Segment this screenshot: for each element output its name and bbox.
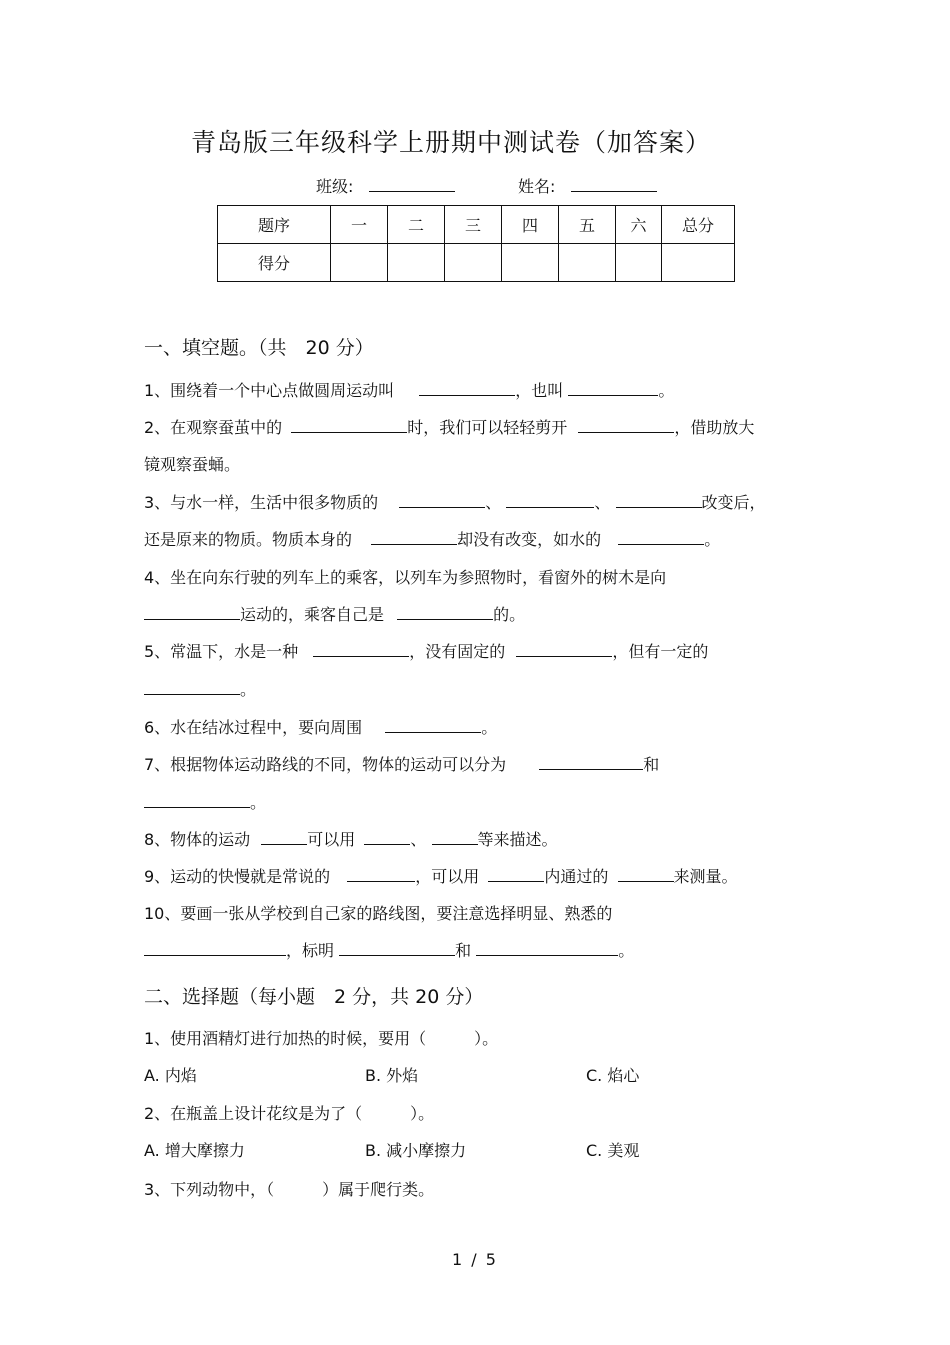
answer-blank <box>618 529 704 545</box>
document-title: 青岛版三年级科学上册期中测试卷（加答案） <box>190 128 711 157</box>
question-5-cont <box>144 677 256 700</box>
question-text: ，可以用 <box>415 867 480 886</box>
page-number: 1 / 5 <box>452 1250 498 1269</box>
question-text: 。 <box>704 530 721 549</box>
answer-blank <box>364 829 410 845</box>
score-table-score-row <box>218 244 735 282</box>
answer-blank <box>261 829 307 845</box>
question-4: 4、坐在向东行驶的列车上的乘客，以列车为参照物时，看窗外的树木是向 <box>144 568 667 587</box>
question-text: ，标明 <box>286 941 335 960</box>
question-text: 1、围绕着一个中心点做圆周运动叫 <box>144 381 395 400</box>
answer-blank <box>371 529 457 545</box>
mc-option-a: A. 内焰 <box>144 1066 197 1085</box>
question-text: ，借助放大 <box>674 418 755 437</box>
answer-blank <box>506 492 594 508</box>
answer-blank <box>385 717 481 733</box>
mc-option-a: A. 增大摩擦力 <box>144 1141 245 1160</box>
answer-blank <box>347 866 415 882</box>
question-text: 却没有改变，如水的 <box>457 530 602 549</box>
question-text: 等来描述。 <box>477 830 558 849</box>
answer-blank <box>397 604 493 620</box>
question-text: 改变后， <box>701 493 766 512</box>
question-10-cont <box>144 938 634 961</box>
score-table-header-row <box>218 206 735 244</box>
mc-question-2: 2、在瓶盖上设计花纹是为了（ ）。 <box>144 1104 435 1123</box>
mc-option-b: B. 外焰 <box>365 1066 419 1085</box>
question-text: ，没有固定的 <box>409 642 506 661</box>
question-7 <box>144 752 659 775</box>
answer-blank <box>399 492 485 508</box>
score-header-cell: 五 <box>559 206 616 244</box>
mc-option-b: B. 减小摩擦力 <box>365 1141 467 1160</box>
score-header-cell: 六 <box>616 206 662 244</box>
score-header-cell: 三 <box>445 206 502 244</box>
answer-blank <box>578 417 674 433</box>
section1-heading: 一、填空题。（共 20 分） <box>144 337 374 359</box>
answer-blank <box>516 641 612 657</box>
question-text: 7、根据物体运动路线的不同，物体的运动可以分为 <box>144 755 507 774</box>
question-text: 可以用 <box>307 830 356 849</box>
question-2-cont: 镜观察蚕蛹。 <box>144 455 241 474</box>
answer-blank <box>291 417 407 433</box>
question-9 <box>144 864 738 887</box>
answer-blank <box>339 940 455 956</box>
score-cell <box>559 244 616 282</box>
score-cell <box>502 244 559 282</box>
score-cell <box>388 244 445 282</box>
question-3 <box>144 490 766 513</box>
answer-blank <box>476 940 618 956</box>
question-text: 、 <box>410 830 427 849</box>
score-cell <box>331 244 388 282</box>
question-text: 和 <box>455 941 472 960</box>
question-text: 。 <box>240 680 257 699</box>
score-row-label: 得分 <box>218 244 331 282</box>
score-cell <box>662 244 735 282</box>
answer-blank <box>419 380 515 396</box>
question-text: 8、物体的运动 <box>144 830 251 849</box>
mc-question-3: 3、下列动物中，（ ）属于爬行类。 <box>144 1180 435 1199</box>
class-label: 班级: <box>316 177 354 196</box>
question-text: 来测量。 <box>673 867 738 886</box>
question-text: 3、与水一样，生活中很多物质的 <box>144 493 379 512</box>
section2-heading: 二、选择题（每小题 2 分，共 20 分） <box>144 986 484 1008</box>
question-8 <box>144 827 558 850</box>
question-text: 的。 <box>493 605 526 624</box>
answer-blank <box>568 380 658 396</box>
score-cell <box>445 244 502 282</box>
answer-blank <box>618 866 674 882</box>
score-header-cell: 一 <box>331 206 388 244</box>
answer-blank <box>144 604 240 620</box>
mc-question-1: 1、使用酒精灯进行加热的时候，要用（ ）。 <box>144 1029 499 1048</box>
question-text: ，也叫 <box>515 381 564 400</box>
question-text: 时，我们可以轻轻剪开 <box>407 418 568 437</box>
question-text: 运动的，乘客自己是 <box>240 605 385 624</box>
name-label: 姓名: <box>518 177 556 196</box>
answer-blank <box>144 679 240 695</box>
question-text: 、 <box>485 493 502 512</box>
score-cell <box>616 244 662 282</box>
question-1 <box>144 378 674 401</box>
question-text: 5、常温下，水是一种 <box>144 642 299 661</box>
class-blank <box>369 176 455 192</box>
question-text: 还是原来的物质。物质本身的 <box>144 530 353 549</box>
question-6 <box>144 715 497 738</box>
score-header-cell: 题序 <box>218 206 331 244</box>
question-text: 、 <box>594 493 611 512</box>
question-7-cont <box>144 790 266 813</box>
question-text: 。 <box>618 941 635 960</box>
name-field <box>518 174 657 197</box>
question-text: 。 <box>250 793 267 812</box>
answer-blank <box>313 641 409 657</box>
question-text: 6、水在结冰过程中，要向周围 <box>144 718 363 737</box>
question-5 <box>144 639 708 662</box>
question-10: 10、要画一张从学校到自己家的路线图，要注意选择明显、熟悉的 <box>144 904 613 923</box>
question-text: 内通过的 <box>544 867 609 886</box>
question-4-cont <box>144 602 525 625</box>
answer-blank <box>488 866 544 882</box>
name-blank <box>571 176 657 192</box>
score-header-cell: 四 <box>502 206 559 244</box>
question-text: 2、在观察蚕茧中的 <box>144 418 283 437</box>
answer-blank <box>144 940 286 956</box>
answer-blank <box>144 792 250 808</box>
question-text: 。 <box>658 381 675 400</box>
score-header-cell: 二 <box>388 206 445 244</box>
answer-blank <box>539 754 643 770</box>
score-header-cell: 总分 <box>662 206 735 244</box>
answer-blank <box>432 829 478 845</box>
question-text: ，但有一定的 <box>612 642 709 661</box>
mc-option-c: C. 美观 <box>586 1141 640 1160</box>
answer-blank <box>616 492 702 508</box>
question-text: 。 <box>481 718 498 737</box>
question-text: 9、运动的快慢就是常说的 <box>144 867 331 886</box>
question-3-cont <box>144 527 720 550</box>
question-2 <box>144 415 754 438</box>
mc-option-c: C. 焰心 <box>586 1066 640 1085</box>
question-text: 和 <box>643 755 660 774</box>
class-field <box>316 174 455 197</box>
score-table <box>217 205 735 282</box>
